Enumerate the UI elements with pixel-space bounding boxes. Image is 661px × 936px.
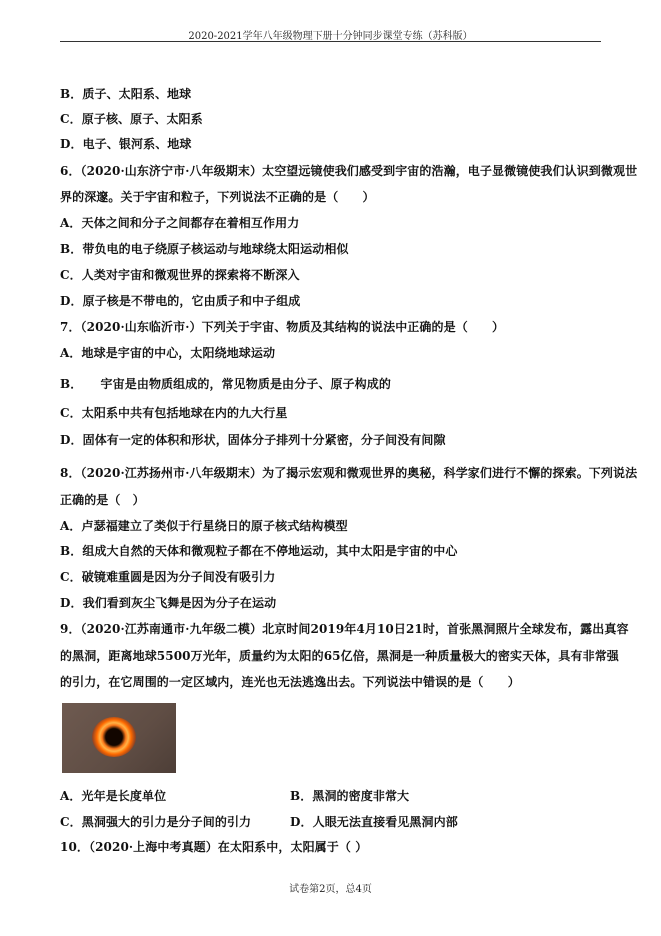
q6-option-c: C．人类对宇宙和微观世界的探索将不断深入 xyxy=(60,268,300,282)
q5-option-b: B．质子、太阳系、地球 xyxy=(60,87,192,101)
q5-option-c: C．原子核、原子、太阳系 xyxy=(60,112,203,126)
q5-option-d: D．电子、银河系、地球 xyxy=(60,137,192,151)
q10-stem: 10．（2020·上海中考真题）在太阳系中，太阳属于（ ） xyxy=(60,840,368,854)
q9-stem-line-1: 9．（2020·江苏南通市·九年级二模）北京时间2019年4月10日21时，首张黑洞照片全球发布，露出真容 xyxy=(60,622,629,636)
header-title: 2020-2021学年八年级物理下册十分钟同步课堂专练（苏科版） xyxy=(188,31,473,42)
q8-option-c: C．破镜难重圆是因为分子间没有吸引力 xyxy=(60,570,276,584)
q9-option-a: A．光年是长度单位 xyxy=(60,789,167,803)
header-divider xyxy=(60,41,601,42)
q9-stem-line-2: 的黑洞，距离地球5500万光年，质量约为太阳的65亿倍，黑洞是一种质量极大的密实天体，具有非常强 xyxy=(60,649,619,663)
q8-option-b: B．组成大自然的天体和微观粒子都在不停地运动，其中太阳是宇宙的中心 xyxy=(60,544,458,558)
q7-option-b: B． 宇宙是由物质组成的，常见物质是由分子、原子构成的 xyxy=(60,377,391,391)
q7-option-d: D．固体有一定的体积和形状，固体分子排列十分紧密，分子间没有间隙 xyxy=(60,433,446,447)
q6-option-d: D．原子核是不带电的，它由质子和中子组成 xyxy=(60,294,301,308)
q8-option-d: D．我们看到灰尘飞舞是因为分子在运动 xyxy=(60,596,277,610)
black-hole-image xyxy=(62,703,176,773)
black-hole-ring xyxy=(92,717,136,757)
q6-option-b: B．带负电的电子绕原子核运动与地球绕太阳运动相似 xyxy=(60,242,349,256)
q6-option-a: A．天体之间和分子之间都存在着相互作用力 xyxy=(60,216,300,230)
q7-option-c: C．太阳系中共有包括地球在内的九大行星 xyxy=(60,406,288,420)
q9-option-c: C．黑洞强大的引力是分子间的引力 xyxy=(60,815,252,829)
q8-stem-line-1: 8．（2020·江苏扬州市·八年级期末）为了揭示宏观和微观世界的奥秘，科学家们进行不懈的探索。下列说法 xyxy=(60,466,638,480)
q8-stem-line-2: 正确的是（ ） xyxy=(60,493,145,507)
q6-stem-line-2: 界的深邃。关于宇宙和粒子，下列说法不正确的是（ ） xyxy=(60,190,375,204)
q7-option-a: A．地球是宇宙的中心，太阳绕地球运动 xyxy=(60,346,276,360)
page-footer: 试卷第2页，总4页 xyxy=(289,884,372,895)
q8-option-a: A．卢瑟福建立了类似于行星绕日的原子核式结构模型 xyxy=(60,519,348,533)
q6-stem-line-1: 6．（2020·山东济宁市·八年级期末）太空望远镜使我们感受到宇宙的浩瀚，电子显微镜使我们认识到微观世 xyxy=(60,164,638,178)
q9-option-d: D．人眼无法直接看见黑洞内部 xyxy=(290,815,458,829)
q9-option-b: B．黑洞的密度非常大 xyxy=(290,789,410,803)
q9-stem-line-3: 的引力，在它周围的一定区域内，连光也无法逃逸出去。下列说法中错误的是（ ） xyxy=(60,675,520,689)
q7-stem: 7．（2020·山东临沂市·）下列关于宇宙、物质及其结构的说法中正确的是（ ） xyxy=(60,320,505,334)
